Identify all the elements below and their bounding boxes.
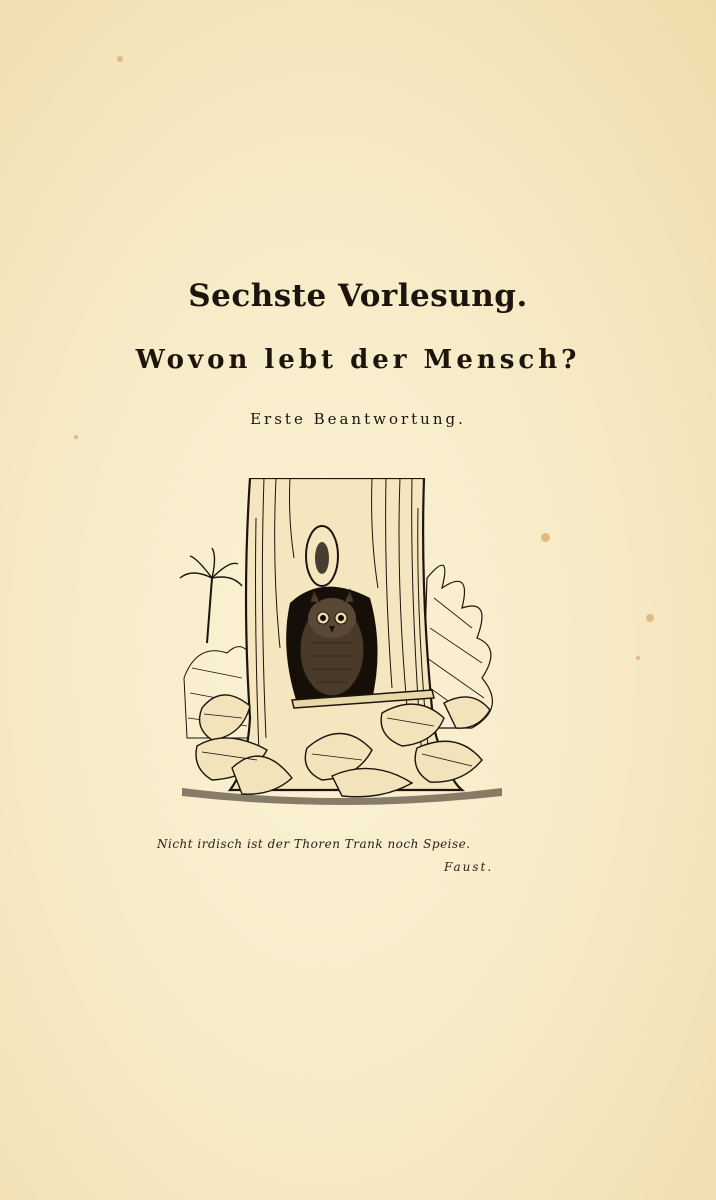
epigraph-quote: Nicht irdisch ist der Thoren Trank noch Speise.: [157, 837, 471, 851]
foxing-spot: [117, 56, 123, 62]
foxing-spot: [74, 435, 78, 439]
section-heading: Erste Beantwortung.: [250, 410, 466, 428]
epigraph-source: Faust.: [444, 860, 494, 874]
lecture-question: Wovon lebt der Mensch?: [135, 345, 581, 375]
foxing-spot: [636, 656, 640, 660]
lecture-title: Sechste Vorlesung.: [188, 278, 528, 314]
foxing-spot: [541, 533, 550, 542]
owl-in-tree-illustration: [172, 478, 512, 808]
foxing-spot: [646, 614, 654, 622]
